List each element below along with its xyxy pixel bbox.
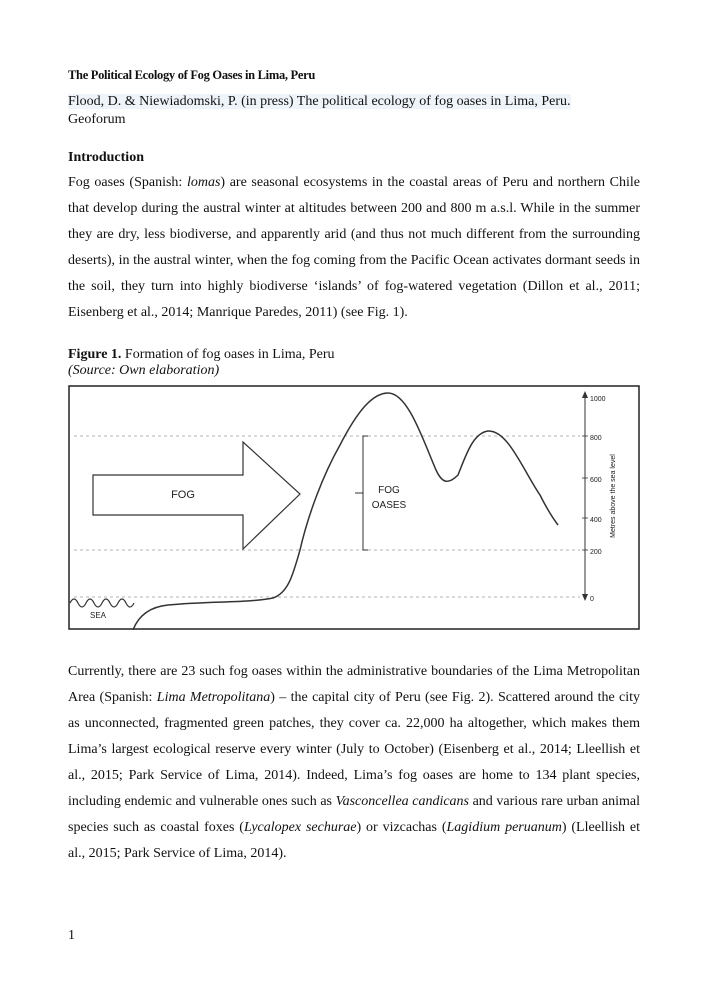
tick-label-200: 200	[590, 549, 602, 556]
term-lomas: lomas	[186, 175, 221, 190]
body-paragraph	[68, 659, 640, 867]
figure-source: (Source: Own elaboration)	[68, 363, 220, 378]
body-text-c: and various rare urban animal species such as coastal foxes (	[68, 794, 640, 835]
tick-label-600: 600	[590, 477, 602, 484]
fog-oases-label-line2: OASES	[371, 500, 407, 511]
intro-text-b: ) are seasonal ecosystems in the coastal areas of Peru and northern Chile that develop during the austral winter at altitudes between 200 and 800 m a.s.l. While in the summer they are dry, less biodiverse, and apparently arid (and thus not much different from the surrounding deserts), in the austral winter, when the fog coming from the Pacific Ocean activates dormant seeds in the soil, they turn into highly biodiverse ‘islands’ of fog-watered vegetation (Dillon et al., 2011; Eisenberg et al., 2014; Manrique Paredes, 2011) (see Fig. 1).	[68, 175, 640, 320]
fog-oases-label-line1: FOG	[378, 485, 400, 496]
paper-title: The Political Ecology of Fog Oases in Lima, Peru	[68, 68, 316, 82]
figure-label: Figure 1.	[68, 347, 122, 362]
citation-line-1: Flood, D. & Niewiadomski, P. (in press) The political ecology of fog oases in Lima, Peru.	[68, 94, 571, 109]
sea-label: SEA	[90, 611, 107, 620]
axis-label: Metres above the sea level	[610, 454, 617, 538]
body-text-a: Currently, there are 23 such fog oases within the administrative boundaries of the Lima Metropolitan Area (Spanish:	[68, 664, 640, 705]
species-lycalopex: Lycalopex sechurae	[243, 820, 357, 835]
citation	[68, 93, 643, 129]
tick-label-800: 800	[590, 435, 602, 442]
figure-caption	[68, 346, 334, 363]
tick-label-1000: 1000	[590, 396, 606, 403]
intro-paragraph	[68, 170, 640, 326]
term-lima-metropolitana: Lima Metropolitana	[156, 690, 271, 705]
tick-label-0: 0	[590, 596, 594, 603]
fog-arrow-label: FOG	[171, 489, 195, 501]
body-text-e: ) (Lleellish et al., 2015; Park Service of Lima, 2014).	[68, 820, 640, 861]
citation-line-2: Geoforum	[68, 112, 126, 127]
figure-caption-text: Formation of fog oases in Lima, Peru	[121, 347, 335, 362]
page-number: 1	[68, 928, 75, 943]
body-text-b: ) – the capital city of Peru (see Fig. 2). Scattered around the city as unconnected, fragmented green patches, they cover ca. 22,000 ha altogether, which makes them Lima’s largest ecological reserve every winter (July to October) (Eisenberg et al., 2014; Lleellish et al., 2015; Park Service of Lima, 2014). Indeed, Lima’s fog oases are home to 134 plant species, including endemic and vulnerable ones such as	[68, 690, 641, 809]
tick-label-400: 400	[590, 517, 602, 524]
species-lagidium: Lagidium peruanum	[446, 820, 562, 835]
fog-oases-diagram	[68, 385, 640, 630]
intro-text-a: Fog oases (Spanish:	[68, 175, 187, 190]
body-text-d: ) or vizcachas (	[356, 820, 447, 835]
section-heading-introduction: Introduction	[68, 150, 144, 165]
species-vasconcellea: Vasconcellea candicans	[335, 794, 469, 809]
